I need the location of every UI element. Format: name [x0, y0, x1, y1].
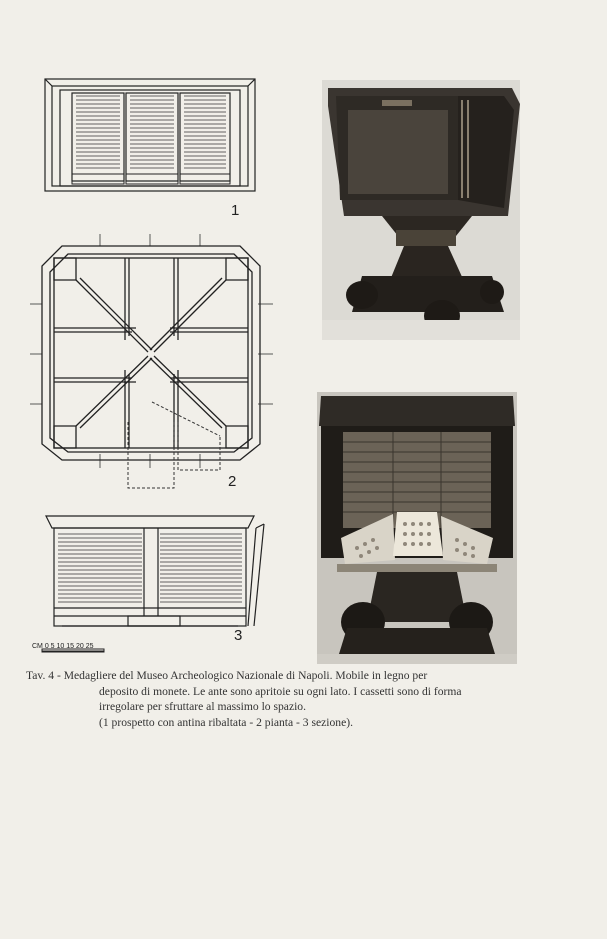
figure-1-label: 1 — [231, 202, 240, 219]
plate-caption — [26, 668, 526, 730]
plan-drawing — [28, 232, 278, 490]
elevation-drawing — [44, 78, 259, 198]
figure-2-label: 2 — [228, 473, 237, 490]
cabinet-photo-closed — [322, 80, 520, 340]
section-drawing — [44, 512, 269, 637]
cabinet-photo-open — [317, 392, 517, 664]
caption-line-2: deposito di monete. Le ante sono apritoie su ogni lato. I cassetti sono di forma — [99, 684, 462, 698]
caption-line-3: irregolare per sfruttare al massimo lo spazio. — [99, 700, 307, 713]
caption-line-4: (1 prospetto con antina ribaltata - 2 pianta - 3 sezione). — [99, 715, 354, 729]
caption-line-1: Tav. 4 - Medagliere del Museo Archeologico Nazionale di Napoli. Mobile in legno per — [26, 669, 428, 682]
figure-3-label: 3 — [234, 627, 243, 644]
scale-label: CM 0 5 10 15 20 25 — [32, 643, 94, 650]
